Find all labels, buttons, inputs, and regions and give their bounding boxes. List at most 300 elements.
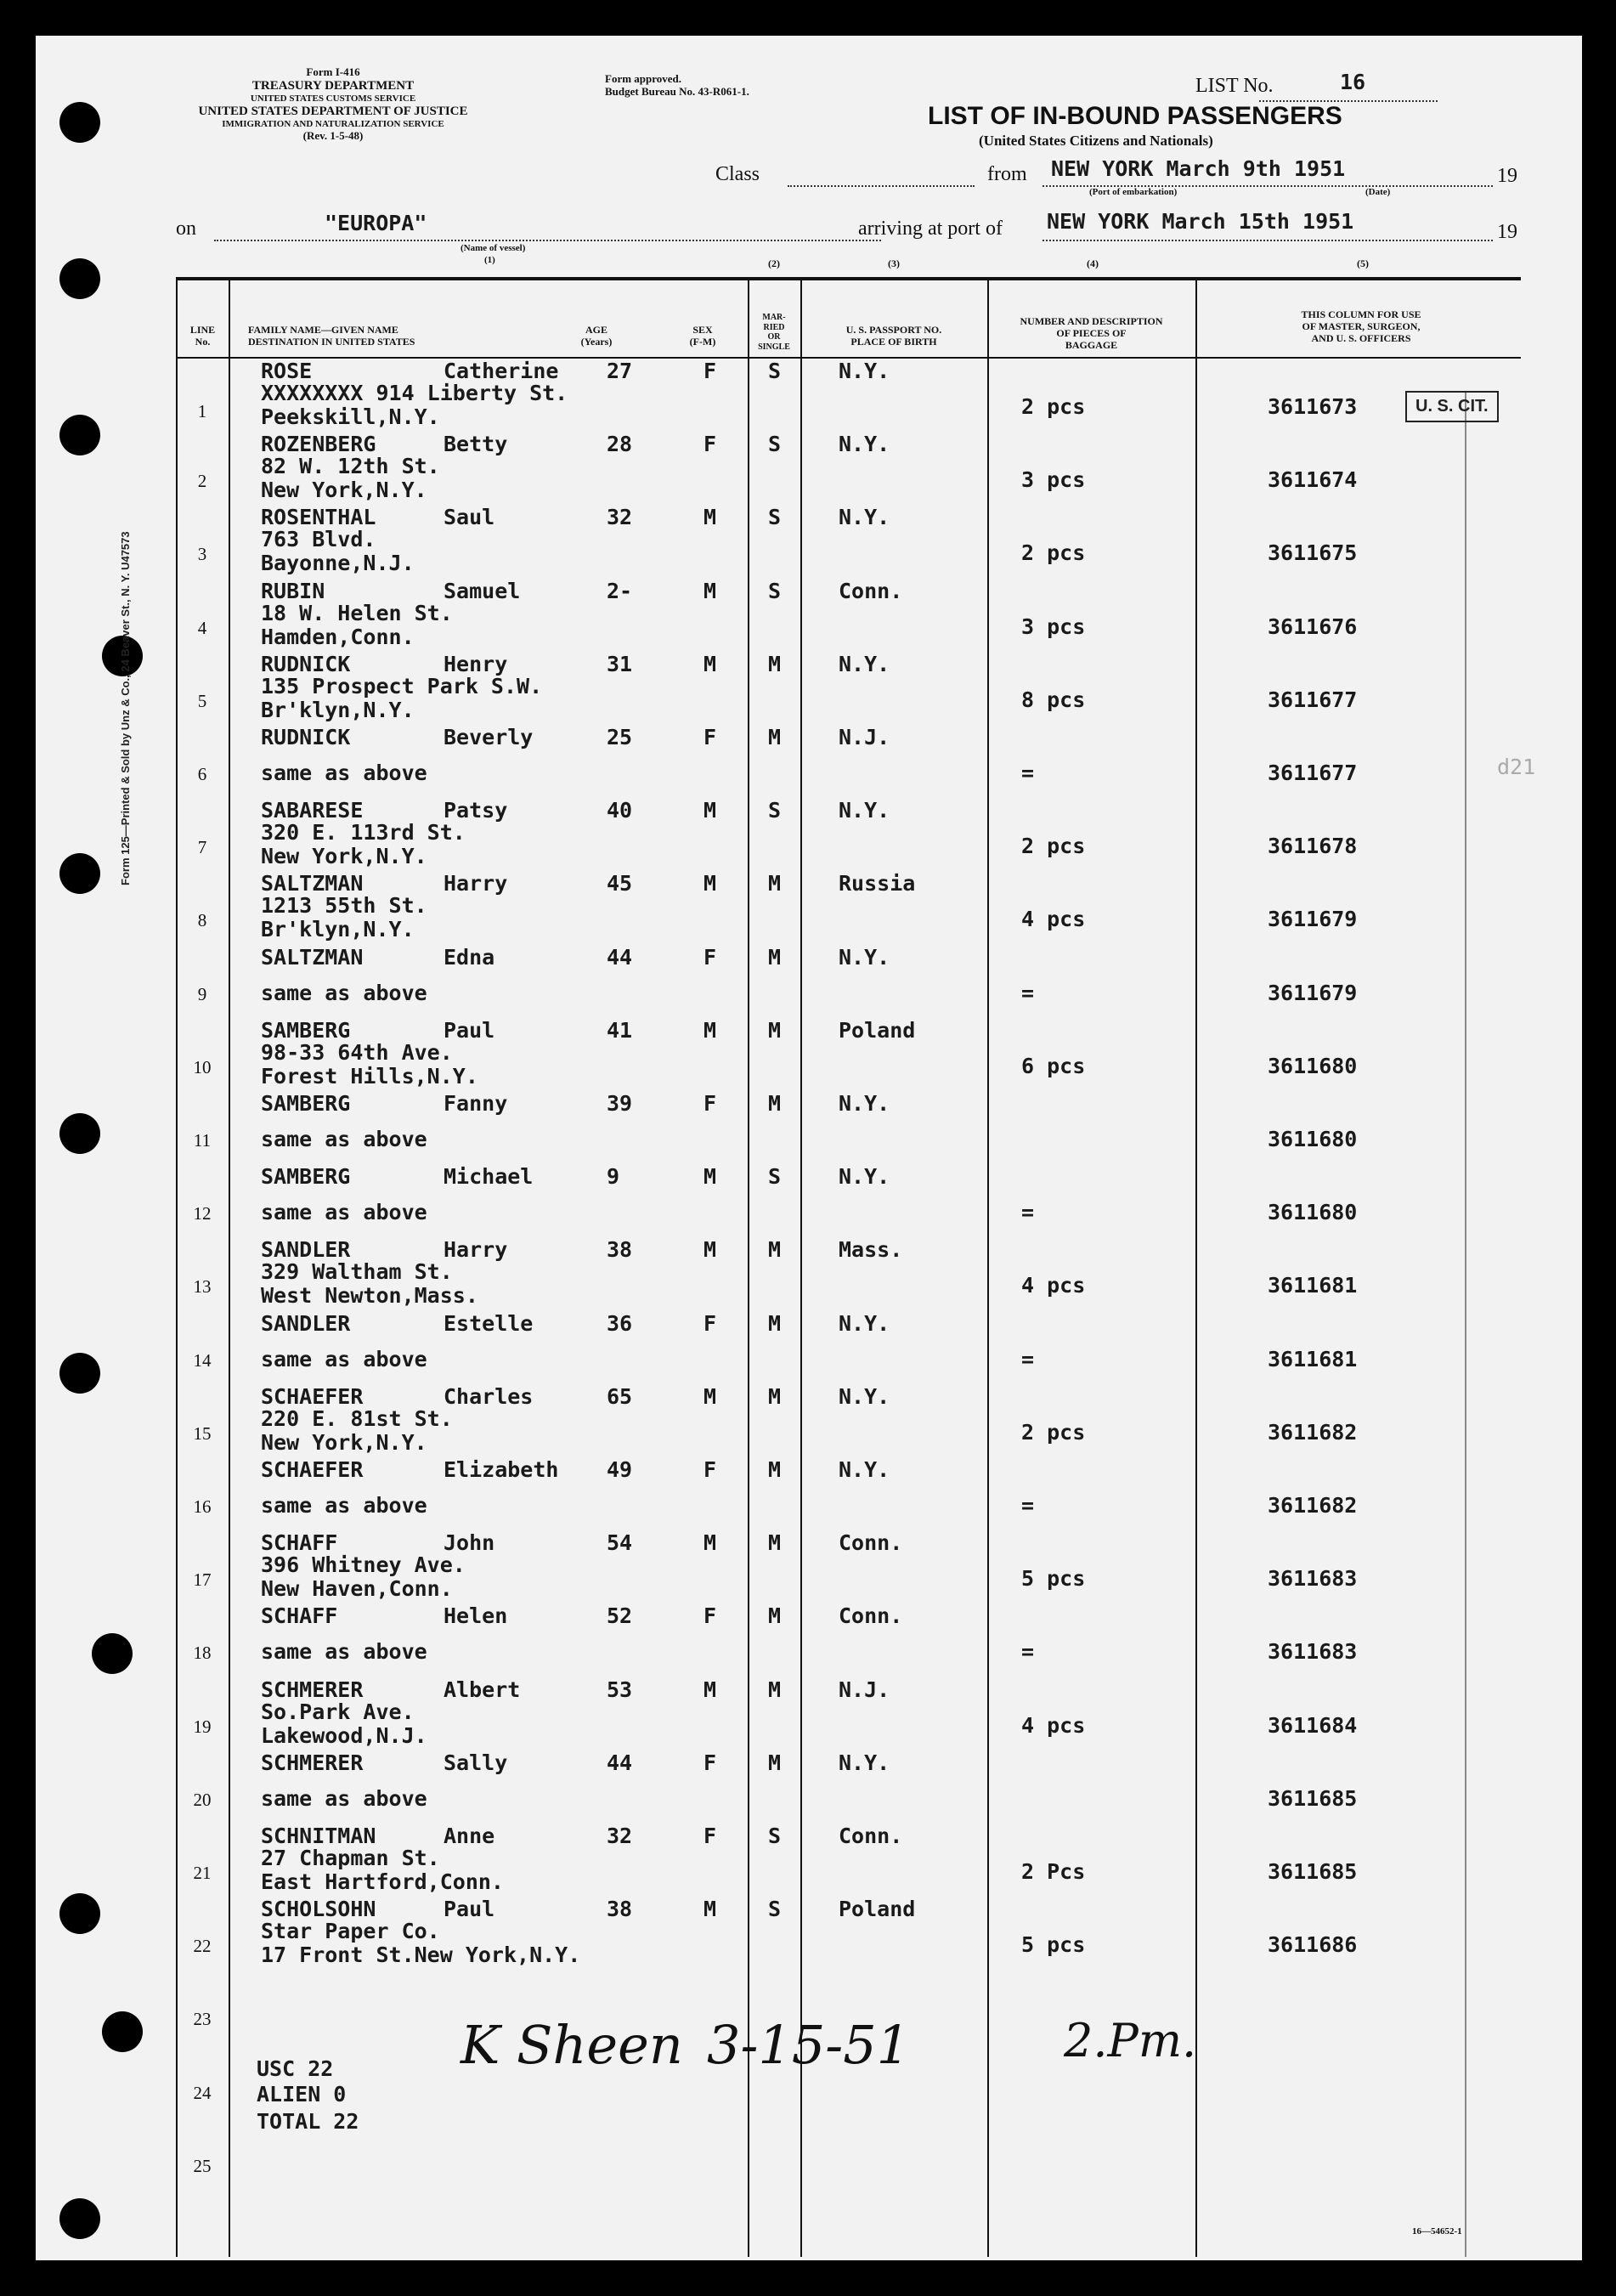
place-of-birth: N.Y. (839, 651, 890, 676)
address-line-2: same as above (261, 1127, 427, 1151)
table-row (36, 1749, 1582, 1822)
table-row (36, 1236, 1582, 1309)
age: 44 (607, 944, 633, 970)
officer-number: 3611680 (1268, 1053, 1358, 1078)
line-number: 14 (193, 1349, 212, 1371)
total-usc: USC 22 (257, 2056, 334, 2081)
sex: F (703, 1603, 717, 1629)
table-row (36, 1162, 1582, 1236)
line-number: 22 (193, 1936, 212, 1957)
arrival-port: NEW YORK March 15th 1951 (1047, 209, 1354, 234)
address-line-2: Peekskill,N.Y. (261, 404, 440, 429)
address-line-2: same as above (261, 1785, 427, 1811)
officer-number: 3611677 (1268, 761, 1358, 785)
baggage: 2 pcs (1021, 540, 1086, 566)
table-row (36, 1676, 1582, 1749)
family-name: RUDNICK (261, 725, 351, 749)
given-name: Sally (444, 1750, 508, 1775)
col-num-4: (4) (1087, 257, 1099, 269)
given-name: Edna (444, 944, 495, 970)
arriving-line (1042, 240, 1493, 241)
given-name: Patsy (444, 798, 508, 823)
age: 36 (607, 1310, 633, 1336)
col-num-3: (3) (888, 257, 900, 269)
place-of-birth: Conn. (839, 578, 903, 603)
form-footer-code: 16—54652-1 (1412, 2226, 1462, 2237)
age: 54 (607, 1530, 633, 1556)
officer-number: 3611679 (1268, 907, 1358, 932)
baggage: 2 pcs (1021, 394, 1086, 419)
table-row (36, 1016, 1582, 1089)
table-row (36, 1309, 1582, 1383)
officer-number: 3611681 (1268, 1346, 1358, 1371)
line-number: 20 (193, 1789, 212, 1810)
address-line-2: same as above (261, 1493, 427, 1518)
place-of-birth: N.Y. (839, 1091, 890, 1116)
baggage: 2 Pcs (1021, 1859, 1086, 1884)
family-name: SCHAFF (261, 1530, 338, 1556)
family-name: SCHAFF (261, 1603, 338, 1629)
address-line-2: same as above (261, 1346, 427, 1371)
age: 9 (607, 1164, 620, 1190)
line-number: 16 (193, 1496, 212, 1517)
given-name: Michael (444, 1164, 534, 1190)
place-of-birth: N.Y. (839, 359, 890, 383)
given-name: Henry (444, 651, 508, 676)
age: 41 (607, 1017, 633, 1043)
address-line-1: XXXXXXXX 914 Liberty St. (261, 381, 568, 405)
place-of-birth: N.J. (839, 725, 890, 749)
line-number: 8 (197, 910, 207, 931)
line-number: 9 (197, 983, 207, 1004)
punch-hole (59, 258, 100, 299)
col-header-baggage: NUMBER AND DESCRIPTION OF PIECES OF BAGGAGE (1020, 315, 1163, 351)
officer-number: 3611680 (1268, 1200, 1358, 1225)
handwritten-signature: K Sheen (461, 2014, 683, 2076)
port-of-embarkation: NEW YORK March 9th 1951 (1051, 156, 1346, 181)
address-line-1: 329 Waltham St. (261, 1259, 453, 1285)
baggage: = (1021, 980, 1035, 1005)
marital-status: M (768, 1677, 782, 1702)
port-caption: (Port of embarkation) (1089, 187, 1178, 197)
officer-number: 3611682 (1268, 1419, 1358, 1445)
given-name: John (444, 1530, 495, 1556)
family-name: SAMBERG (261, 1091, 351, 1116)
line-number: 4 (197, 617, 207, 638)
place-of-birth: N.Y. (839, 1750, 890, 1775)
family-name: ROZENBERG (261, 432, 376, 457)
family-name: SCHOLSOHN (261, 1897, 376, 1922)
col-num-5: (5) (1357, 257, 1369, 269)
officer-number: 3611673 (1268, 394, 1358, 419)
place-of-birth: N.Y. (839, 1164, 890, 1190)
given-name: Betty (444, 432, 508, 457)
address-line-1: Star Paper Co. (261, 1919, 440, 1944)
address-line-2: New York,N.Y. (261, 1429, 427, 1455)
family-name: SANDLER (261, 1310, 351, 1336)
vessel-col-num: (1) (484, 255, 495, 265)
table-row (36, 796, 1582, 869)
age: 38 (607, 1897, 633, 1922)
marital-status: M (768, 1017, 782, 1043)
marital-status: S (768, 432, 782, 457)
place-of-birth: Poland (839, 1897, 916, 1922)
age: 32 (607, 1824, 633, 1848)
place-of-birth: Russia (839, 871, 916, 896)
address-line-1: 18 W. Helen St. (261, 600, 453, 625)
sex: M (703, 1164, 717, 1190)
vessel-line (214, 240, 881, 241)
age: 39 (607, 1091, 633, 1116)
family-name: SALTZMAN (261, 871, 364, 896)
line-number: 12 (193, 1203, 212, 1224)
family-name: RUDNICK (261, 651, 351, 676)
place-of-birth: N.Y. (839, 1383, 890, 1409)
faint-note: d21 (1497, 755, 1536, 779)
given-name: Paul (444, 1897, 495, 1922)
given-name: Helen (444, 1603, 508, 1629)
age: 44 (607, 1750, 633, 1775)
address-line-1: 135 Prospect Park S.W. (261, 673, 543, 698)
given-name: Catherine (444, 359, 559, 383)
col-header-passport: U. S. PASSPORT NO. PLACE OF BIRTH (845, 324, 942, 348)
place-of-birth: N.Y. (839, 432, 890, 457)
marital-status: M (768, 871, 782, 896)
address-line-2: Forest Hills,N.Y. (261, 1063, 478, 1089)
age: 25 (607, 725, 633, 749)
marital-status: S (768, 359, 782, 383)
address-line-1: 396 Whitney Ave. (261, 1552, 466, 1578)
sex: M (703, 1897, 717, 1922)
sex: M (703, 651, 717, 676)
baggage: = (1021, 1200, 1035, 1225)
address-line-1: 82 W. 12th St. (261, 454, 440, 479)
marital-status: M (768, 1310, 782, 1336)
address-line-1: So.Park Ave. (261, 1699, 415, 1724)
baggage: 5 pcs (1021, 1566, 1086, 1592)
total-total: TOTAL 22 (257, 2109, 359, 2134)
family-name: SABARESE (261, 798, 364, 823)
address-line-2: West Newton,Mass. (261, 1283, 478, 1309)
sex: M (703, 1383, 717, 1409)
baggage: 5 pcs (1021, 1932, 1086, 1958)
address-line-2: Hamden,Conn. (261, 624, 415, 649)
line-number: 1 (197, 401, 207, 421)
place-of-birth: N.Y. (839, 944, 890, 970)
family-name: SCHAEFER (261, 1457, 364, 1482)
sex: M (703, 1017, 717, 1043)
age: 2- (607, 578, 633, 603)
given-name: Anne (444, 1824, 495, 1848)
family-name: SCHAEFER (261, 1383, 364, 1409)
form-header-left: Form I-416 TREASURY DEPARTMENT UNITED STATES CUSTOMS SERVICE UNITED STATES DEPARTMENT OF JUSTICE IMMIGRATION AND NATURALIZATION SERVICE (Rev. 1-5-48) (198, 65, 468, 142)
line-number: 10 (193, 1056, 212, 1077)
family-name: ROSENTHAL (261, 505, 376, 530)
table-row (36, 1383, 1582, 1456)
officer-number: 3611681 (1268, 1273, 1358, 1298)
line-number: 25 (193, 2155, 212, 2176)
table-top-rule (176, 277, 1521, 280)
marital-status: S (768, 1897, 782, 1922)
address-line-2: Br'klyn,N.Y. (261, 917, 415, 942)
line-number: 21 (193, 1863, 212, 1883)
class-line (788, 185, 975, 187)
family-name: SAMBERG (261, 1164, 351, 1190)
table-row (36, 1456, 1582, 1529)
total-alien: ALIEN 0 (257, 2082, 347, 2107)
address-line-2: same as above (261, 761, 427, 785)
officer-number: 3611683 (1268, 1639, 1358, 1665)
place-of-birth: N.Y. (839, 1457, 890, 1482)
officer-number: 3611676 (1268, 614, 1358, 639)
sex: M (703, 798, 717, 823)
sex: F (703, 944, 717, 970)
officer-number: 3611682 (1268, 1493, 1358, 1518)
family-name: SCHMERER (261, 1677, 364, 1702)
sex: M (703, 1677, 717, 1702)
on-label: on (176, 218, 196, 240)
address-line-1: 1213 55th St. (261, 893, 427, 919)
marital-status: S (768, 798, 782, 823)
document-title: LIST OF IN-BOUND PASSENGERS (928, 102, 1342, 130)
line-number: 13 (193, 1276, 212, 1298)
place-of-birth: N.Y. (839, 1310, 890, 1336)
col-header-married: MAR- RIED OR SINGLE (758, 313, 790, 352)
place-of-birth: N.Y. (839, 798, 890, 823)
place-of-birth: Conn. (839, 1824, 903, 1848)
baggage: 6 pcs (1021, 1053, 1086, 1078)
table-row (36, 503, 1582, 576)
given-name: Fanny (444, 1091, 508, 1116)
officer-number: 3611686 (1268, 1932, 1358, 1958)
address-line-1: 220 E. 81st St. (261, 1405, 453, 1431)
address-line-1: 98-33 64th Ave. (261, 1039, 453, 1065)
table-row (36, 650, 1582, 723)
marital-status: M (768, 1237, 782, 1263)
punch-hole (59, 2198, 100, 2239)
given-name: Saul (444, 505, 495, 530)
sex: M (703, 1530, 717, 1556)
arriving-label: arriving at port of (858, 218, 1003, 240)
age: 45 (607, 871, 633, 896)
col-header-sex: SEX (F-M) (689, 324, 716, 348)
line-number: 6 (197, 764, 207, 784)
sex: F (703, 1457, 717, 1482)
family-name: SAMBERG (261, 1017, 351, 1043)
address-line-1: 320 E. 113rd St. (261, 820, 466, 845)
address-line-2: Lakewood,N.J. (261, 1722, 427, 1748)
col-header-name: FAMILY NAME—GIVEN NAME DESTINATION IN UNITED STATES (248, 324, 415, 348)
sex: M (703, 578, 717, 603)
table-row (36, 357, 1582, 430)
age: 65 (607, 1383, 633, 1409)
date-caption: (Date) (1365, 187, 1391, 197)
sex: F (703, 1750, 717, 1775)
table-row (36, 1895, 1582, 1968)
age: 27 (607, 359, 633, 383)
address-line-1: 763 Blvd. (261, 527, 376, 552)
document-page (36, 36, 1582, 2260)
age: 49 (607, 1457, 633, 1482)
document-subtitle: (United States Citizens and Nationals) (979, 133, 1213, 149)
address-line-2: East Hartford,Conn. (261, 1869, 504, 1894)
baggage: = (1021, 1639, 1035, 1665)
address-line-1: 27 Chapman St. (261, 1846, 440, 1870)
officer-number: 3611674 (1268, 467, 1358, 493)
table-row (36, 723, 1582, 796)
list-number-value: 16 (1340, 70, 1366, 94)
vessel-caption: (Name of vessel) (461, 243, 526, 253)
sex: F (703, 1824, 717, 1848)
marital-status: M (768, 651, 782, 676)
baggage: 2 pcs (1021, 834, 1086, 859)
handwritten-time: 2.Pm. (1064, 2014, 1197, 2067)
from-label: from (987, 163, 1027, 185)
baggage: 3 pcs (1021, 614, 1086, 639)
baggage: 2 pcs (1021, 1419, 1086, 1445)
marital-status: M (768, 944, 782, 970)
marital-status: S (768, 505, 782, 530)
sex: F (703, 1310, 717, 1336)
table-row (36, 943, 1582, 1016)
col-header-age: AGE (Years) (580, 324, 613, 348)
officer-number: 3611680 (1268, 1127, 1358, 1151)
officer-number: 3611683 (1268, 1566, 1358, 1592)
family-name: ROSE (261, 359, 313, 383)
side-printer-note: Form 125—Printed & Sold by Unz & Co., 24 Beaver St., N. Y. U47573 (119, 531, 132, 885)
line-number: 11 (193, 1130, 212, 1151)
table-row (36, 577, 1582, 650)
marital-status: M (768, 725, 782, 749)
age: 40 (607, 798, 633, 823)
list-number-label: LIST No. (1195, 75, 1274, 97)
age: 52 (607, 1603, 633, 1629)
given-name: Paul (444, 1017, 495, 1043)
officer-number: 3611675 (1268, 540, 1358, 566)
address-line-2: Br'klyn,N.Y. (261, 697, 415, 722)
marital-status: M (768, 1530, 782, 1556)
table-row (36, 430, 1582, 503)
sex: F (703, 1091, 717, 1116)
form-approval-note: Form approved. Budget Bureau No. 43-R061-1. (605, 72, 749, 98)
address-line-2: New York,N.Y. (261, 844, 427, 869)
baggage: = (1021, 1346, 1035, 1371)
place-of-birth: Conn. (839, 1530, 903, 1556)
vessel-name: "EUROPA" (325, 211, 427, 235)
address-line-2: New York,N.Y. (261, 478, 427, 503)
address-line-2: New Haven,Conn. (261, 1576, 453, 1602)
given-name: Charles (444, 1383, 534, 1409)
sex: F (703, 432, 717, 457)
sex: F (703, 725, 717, 749)
line-number: 17 (193, 1569, 212, 1591)
line-number: 24 (193, 2082, 212, 2103)
given-name: Harry (444, 871, 508, 896)
family-name: SCHNITMAN (261, 1824, 376, 1848)
marital-status: M (768, 1750, 782, 1775)
class-label: Class (715, 163, 760, 185)
col-num-2: (2) (768, 257, 780, 269)
age: 38 (607, 1237, 633, 1263)
col-header-officers: THIS COLUMN FOR USE OF MASTER, SURGEON, AND U. S. OFFICERS (1301, 308, 1421, 344)
line-number: 18 (193, 1643, 212, 1664)
marital-status: M (768, 1383, 782, 1409)
line-number: 7 (197, 837, 207, 858)
sex: M (703, 871, 717, 896)
age: 28 (607, 432, 633, 457)
address-line-2: same as above (261, 980, 427, 1005)
line-number: 5 (197, 690, 207, 711)
baggage: 4 pcs (1021, 1273, 1086, 1298)
line-number: 3 (197, 544, 207, 565)
col-header-line-no: LINE No. (189, 324, 216, 348)
baggage: = (1021, 1493, 1035, 1518)
age: 32 (607, 505, 633, 530)
baggage: 4 pcs (1021, 907, 1086, 932)
officer-number: 3611679 (1268, 980, 1358, 1005)
address-line-2: 17 Front St.New York,N.Y. (261, 1943, 581, 1968)
officer-number: 3611684 (1268, 1712, 1358, 1738)
place-of-birth: N.J. (839, 1677, 890, 1702)
baggage: 8 pcs (1021, 687, 1086, 712)
place-of-birth: Poland (839, 1017, 916, 1043)
table-row (36, 1822, 1582, 1895)
us-citizen-stamp: U. S. CIT. (1405, 391, 1499, 422)
place-of-birth: N.Y. (839, 505, 890, 530)
given-name: Albert (444, 1677, 521, 1702)
officer-number: 3611685 (1268, 1859, 1358, 1884)
family-name: RUBIN (261, 578, 325, 603)
given-name: Samuel (444, 578, 521, 603)
year-label: 19 (1497, 165, 1517, 187)
address-line-2: Bayonne,N.J. (261, 551, 415, 576)
family-name: SALTZMAN (261, 944, 364, 970)
officer-number: 3611678 (1268, 834, 1358, 859)
marital-status: S (768, 1164, 782, 1190)
table-row (36, 869, 1582, 942)
given-name: Harry (444, 1237, 508, 1263)
family-name: SCHMERER (261, 1750, 364, 1775)
given-name: Estelle (444, 1310, 534, 1336)
sex: F (703, 359, 717, 383)
marital-status: S (768, 1824, 782, 1848)
place-of-birth: Conn. (839, 1603, 903, 1629)
marital-status: M (768, 1603, 782, 1629)
given-name: Beverly (444, 725, 534, 749)
punch-hole (59, 102, 100, 143)
sex: M (703, 1237, 717, 1263)
address-line-2: same as above (261, 1639, 427, 1665)
year-label-2: 19 (1497, 221, 1517, 243)
line-number: 19 (193, 1716, 212, 1737)
baggage: 4 pcs (1021, 1712, 1086, 1738)
officer-number: 3611677 (1268, 687, 1358, 712)
baggage: = (1021, 761, 1035, 785)
table-row (36, 1602, 1582, 1675)
line-number: 23 (193, 2009, 212, 2030)
sex: M (703, 505, 717, 530)
age: 31 (607, 651, 633, 676)
line-number: 2 (197, 471, 207, 492)
marital-status: S (768, 578, 782, 603)
handwritten-date: 3-15-51 (707, 2014, 911, 2076)
baggage: 3 pcs (1021, 467, 1086, 493)
marital-status: M (768, 1457, 782, 1482)
age: 53 (607, 1677, 633, 1702)
table-row (36, 1089, 1582, 1162)
given-name: Elizabeth (444, 1457, 559, 1482)
address-line-2: same as above (261, 1200, 427, 1225)
